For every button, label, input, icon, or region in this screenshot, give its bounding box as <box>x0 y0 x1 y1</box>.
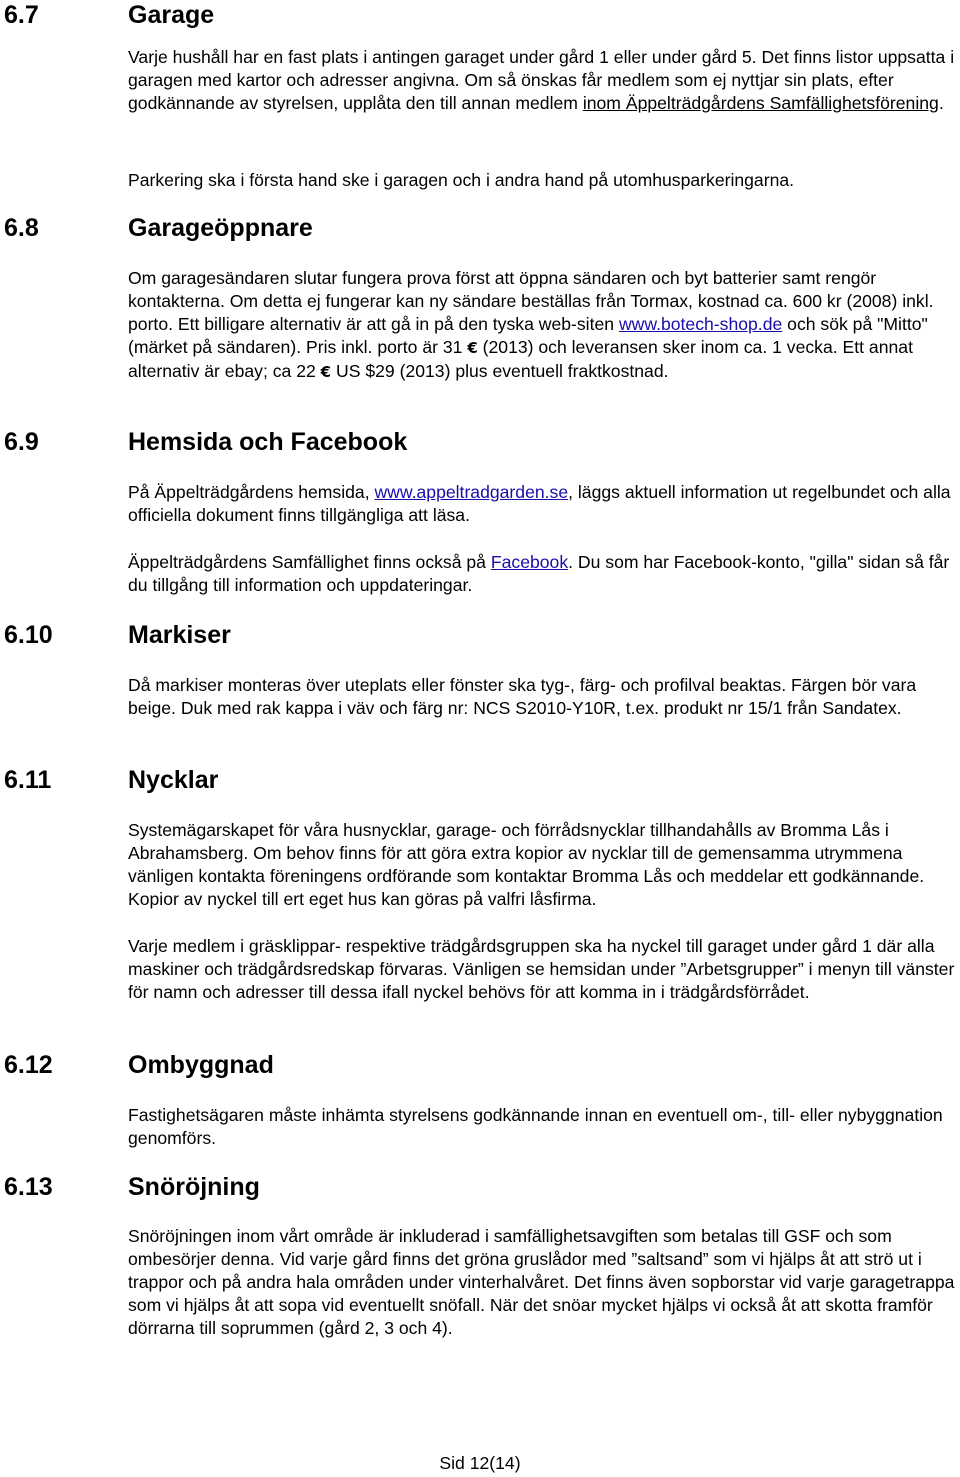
text-run: Varje hushåll har en fast plats i antingen garaget under gård 1 eller under gård 5. Det finns listor uppsatta i garagen med kartor och adresser angivna. Om så önskas får medlem som ej nyttjar sin plats, efter godkännande av styrelsen, upplåta den till annan medlem <box>128 47 955 113</box>
heading-6-10 <box>4 620 231 650</box>
snow-paragraph: Snöröjningen inom vårt område är inkluderad i samfällighetsavgiften som betalas till GSF och som ombesörjer denna. Vid varje gård finns det gröna gruslådor med ”saltsand” som vi hjälps åt att strö ut i trappor och på andra hala områden under vinterhalvåret. Det finns även sopborstar vid varje garagetrappa som vi hjälps åt att sopa vid eventuellt snöfall. När det snöar mycket hjälps vi också åt att skotta framför dörrarna till soprummen (gård 2, 3 och 4). <box>128 1226 955 1338</box>
heading-6-8 <box>4 213 313 243</box>
botech-shop-link[interactable]: www.botech-shop.de <box>618 314 783 334</box>
underlined-text: inom Äppelträdgårdens Samfällighetsförening <box>582 93 939 113</box>
garage-paragraph-1 <box>128 46 956 115</box>
section-number: 6.11 <box>4 766 52 794</box>
section-title: Markiser <box>128 621 231 649</box>
website-link[interactable]: www.appeltradgarden.se <box>374 482 569 502</box>
section-title: Snöröjning <box>128 1173 260 1201</box>
facebook-link[interactable]: Facebook <box>490 552 569 572</box>
garage-paragraph-2: Parkering ska i första hand ske i garagen och i andra hand på utomhusparkeringarna. <box>128 170 795 190</box>
keys-paragraph-2: Varje medlem i gräsklippar- respektive trädgårdsgruppen ska ha nyckel till garaget under gård 1 där alla maskiner och trädgårdsredskap förvaras. Vänligen se hemsidan under ”Arbetsgrupper” i menyn till vänster för namn och adresser till dessa ifall nyckel behövs för att komma in i trädgårdsförrådet. <box>128 936 955 1002</box>
section-number: 6.8 <box>4 214 39 242</box>
keys-paragraph-1: Systemägarskapet för våra husnycklar, garage- och förrådsnycklar tillhandahålls av Bromma Lås i Abrahamsberg. Om behov finns för att göra extra kopior av nycklar till de gemensamma utrymmena vänligen kontakta föreningens ordförande som kontaktar Bromma Lås och meddelar ett godkännande. Kopior av nyckel till ert eget hus kan göras på valfri låsfirma. <box>128 820 925 909</box>
text-run: På Äppelträdgårdens hemsida, <box>128 482 375 502</box>
page-number: Sid 12(14) <box>439 1453 521 1473</box>
section-number: 6.12 <box>4 1051 53 1079</box>
facebook-paragraph <box>128 551 956 597</box>
heading-6-9 <box>4 427 407 457</box>
section-number: 6.7 <box>4 1 39 29</box>
euro-icon: € <box>467 339 478 357</box>
heading-6-13 <box>4 1172 260 1202</box>
website-paragraph <box>128 481 956 527</box>
section-title: Nycklar <box>128 766 219 794</box>
heading-6-12 <box>4 1050 274 1080</box>
section-number: 6.10 <box>4 621 53 649</box>
section-title: Garageöppnare <box>128 214 313 242</box>
section-title: Hemsida och Facebook <box>128 428 408 456</box>
text-run: US $29 (2013) plus eventuell fraktkostnad. <box>331 361 669 381</box>
text-run: (2013) och leveransen sker inom ca. 1 vecka. Ett annat alternativ är ebay; ca 22 <box>128 337 913 381</box>
text-run: Om garagesändaren slutar fungera prova först att öppna sändaren och byt batterier samt rengör kontakterna. Om detta ej fungerar kan ny sändare beställas från Tormax, kostnad ca. 600 kr (2008) inkl. porto. Ett billigare alternativ är att gå in på den tyska web-siten <box>128 268 934 334</box>
section-title: Ombyggnad <box>128 1051 274 1079</box>
rebuild-paragraph: Fastighetsägaren måste inhämta styrelsens godkännande innan en eventuell om-, till- eller nybyggnation genomförs. <box>128 1105 943 1148</box>
awnings-paragraph: Då markiser monteras över uteplats eller fönster ska tyg-, färg- och profilval beaktas. Färgen bör vara beige. Duk med rak kappa i väv och färg nr: NCS S2010-Y10R, t.ex. produkt nr 15/1 från Sandatex. <box>128 675 917 718</box>
section-title: Garage <box>128 1 215 29</box>
heading-6-11 <box>4 765 218 795</box>
euro-icon: € <box>320 363 332 381</box>
text-run: . Du som har Facebook-konto, "gilla" sidan så får du tillgång till information och uppdateringar. <box>128 552 950 595</box>
garage-opener-paragraph <box>128 267 956 384</box>
text-run: och sök på "Mitto" (märket på sändaren). Pris inkl. porto är 31 <box>128 314 928 357</box>
section-number: 6.13 <box>4 1173 53 1201</box>
text-run: Äppelträdgårdens Samfällighet finns också på <box>128 552 491 572</box>
heading-6-7 <box>4 0 214 30</box>
text-run: . <box>938 93 944 113</box>
text-run: , läggs aktuell information ut regelbundet och alla officiella dokument finns tillgängliga att läsa. <box>128 482 951 525</box>
section-number: 6.9 <box>4 428 39 456</box>
